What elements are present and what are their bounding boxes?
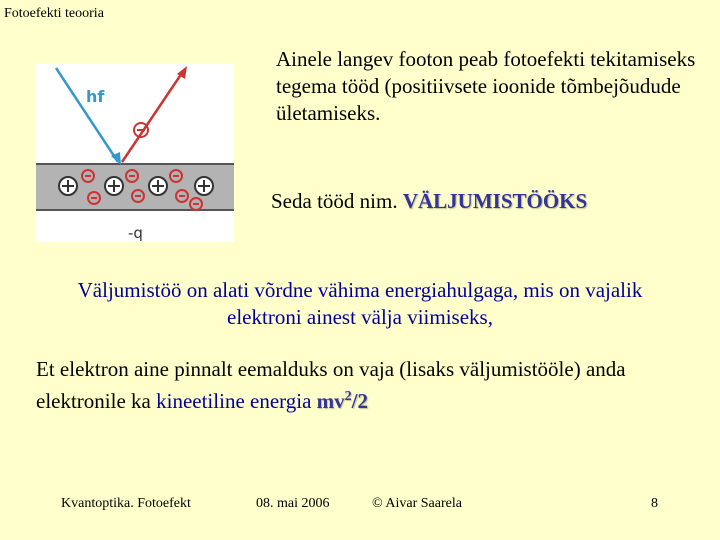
paragraph-work-function-name xyxy=(271,188,587,215)
work-function-term: VÄLJUMISTÖÖKS xyxy=(402,189,588,213)
paragraph-work-required: Ainele langev footon peab fotoefekti tekitamiseks tegema tööd (positiivsete ioonide tõmbejõudude ületamiseks. xyxy=(276,47,696,125)
photon-ray xyxy=(56,68,118,162)
paragraph-work-function-definition: Väljumistöö on alati võrdne vähima energiahulgaga, mis on vajalik elektroni ainest välja viimiseks, xyxy=(77,278,643,329)
kinetic-energy-formula: $mv^2/2$ xyxy=(316,389,369,413)
photoeffect-diagram xyxy=(36,64,234,242)
footer-date: 08. mai 2006 xyxy=(256,496,330,511)
footer-copyright: © Aivar Saarela xyxy=(372,496,462,511)
electron-path xyxy=(122,70,184,162)
footer-course: Kvantoptika. Fotoefekt xyxy=(61,496,191,511)
photoeffect-figure xyxy=(36,64,234,242)
slide-title: Fotoefekti teooria xyxy=(4,6,104,21)
paragraph4-text: Et elektron aine pinnalt eemalduks on vaja (lisaks väljumistööle) anda elektronile ka xyxy=(36,357,626,413)
footer-page-number: 8 xyxy=(651,496,658,511)
paragraph-kinetic-energy xyxy=(36,356,696,415)
charge-label: -q xyxy=(128,224,143,242)
kinetic-energy-highlight: kineetiline energia xyxy=(156,389,312,413)
paragraph2-prefix: Seda tööd nim. xyxy=(271,189,403,213)
photon-label: hf xyxy=(86,87,105,106)
